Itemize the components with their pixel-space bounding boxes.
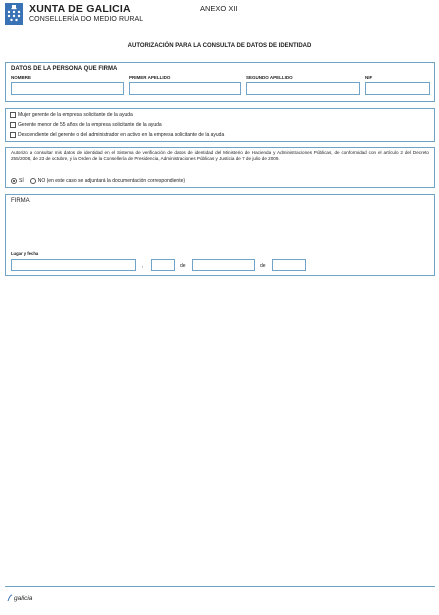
second-surname-input[interactable] [246,82,360,95]
consent-yes-label: SÍ [19,178,24,184]
consent-yes-radio[interactable] [11,178,17,184]
org-subtitle: CONSELLERÍA DO MEDIO RURAL [29,16,144,23]
month-input[interactable] [192,259,255,271]
consent-options [11,177,191,185]
first-name-input[interactable] [11,82,124,95]
galicia-brand-icon [7,594,13,602]
check-row-descendant[interactable] [10,131,224,139]
check-label: Gerente menor de 55 años de la empresa solicitante de la ayuda [18,122,162,128]
check-row-woman-manager[interactable] [10,111,133,119]
xunta-coat-of-arms-icon [5,3,23,25]
consent-text: Autorizo a consultar mis datos de identidad en el Sistema de verificación de datos de identidad del Ministerio de Hacienda y Administraciones Públicas, de conformidad con el artículo 2 del Decreto 255/2008, de 23 de octubre, y la Orden de la Consellería de Presidencia, Administraciones Públicas y Justicia de 7 de julio de 2009. [11,150,429,162]
annex-label: ANEXO XII [200,4,238,13]
check-label: Mujer gerente de la empresa solicitante de la ayuda [18,112,133,118]
check-row-young-manager[interactable] [10,121,162,129]
document-title: AUTORIZACIÓN PARA LA CONSULTA DE DATOS DE IDENTIDAD [127,43,312,49]
person-data-section [5,62,435,102]
eligibility-checks-section [5,108,435,142]
first-surname-input[interactable] [129,82,241,95]
second-surname-label: SEGUNDO APELLIDO [246,75,293,80]
consent-section [5,147,435,188]
day-input[interactable] [151,259,175,271]
first-surname-label: PRIMER APELLIDO [129,75,171,80]
separator-de-2: de [260,263,266,269]
nif-input[interactable] [365,82,430,95]
consent-no-label: NO (en este caso se adjuntará la documentación correspondiente) [37,178,186,184]
signature-section [5,194,435,276]
person-section-title: DATOS DE LA PERSONA QUE FIRMA [11,66,118,72]
separator-de-1: de [180,263,186,269]
place-date-label: Lugar y fecha [11,251,39,256]
woman-manager-checkbox[interactable] [10,112,16,118]
separator-comma: , [142,263,144,269]
org-name: XUNTA DE GALICIA [29,3,131,15]
signature-title: FIRMA [11,198,30,204]
footer-logo-text: galicia [14,595,33,602]
header [0,0,439,30]
first-name-label: NOMBRE [11,75,31,80]
young-manager-checkbox[interactable] [10,122,16,128]
year-input[interactable] [272,259,306,271]
descendant-checkbox[interactable] [10,132,16,138]
check-label: Descendiente del gerente o del administrador en activo en la empresa solicitante de la ayuda [18,132,225,138]
footer-divider [5,586,435,587]
place-input[interactable] [11,259,136,271]
nif-label: NIF [365,75,373,80]
consent-no-radio[interactable] [30,178,36,184]
